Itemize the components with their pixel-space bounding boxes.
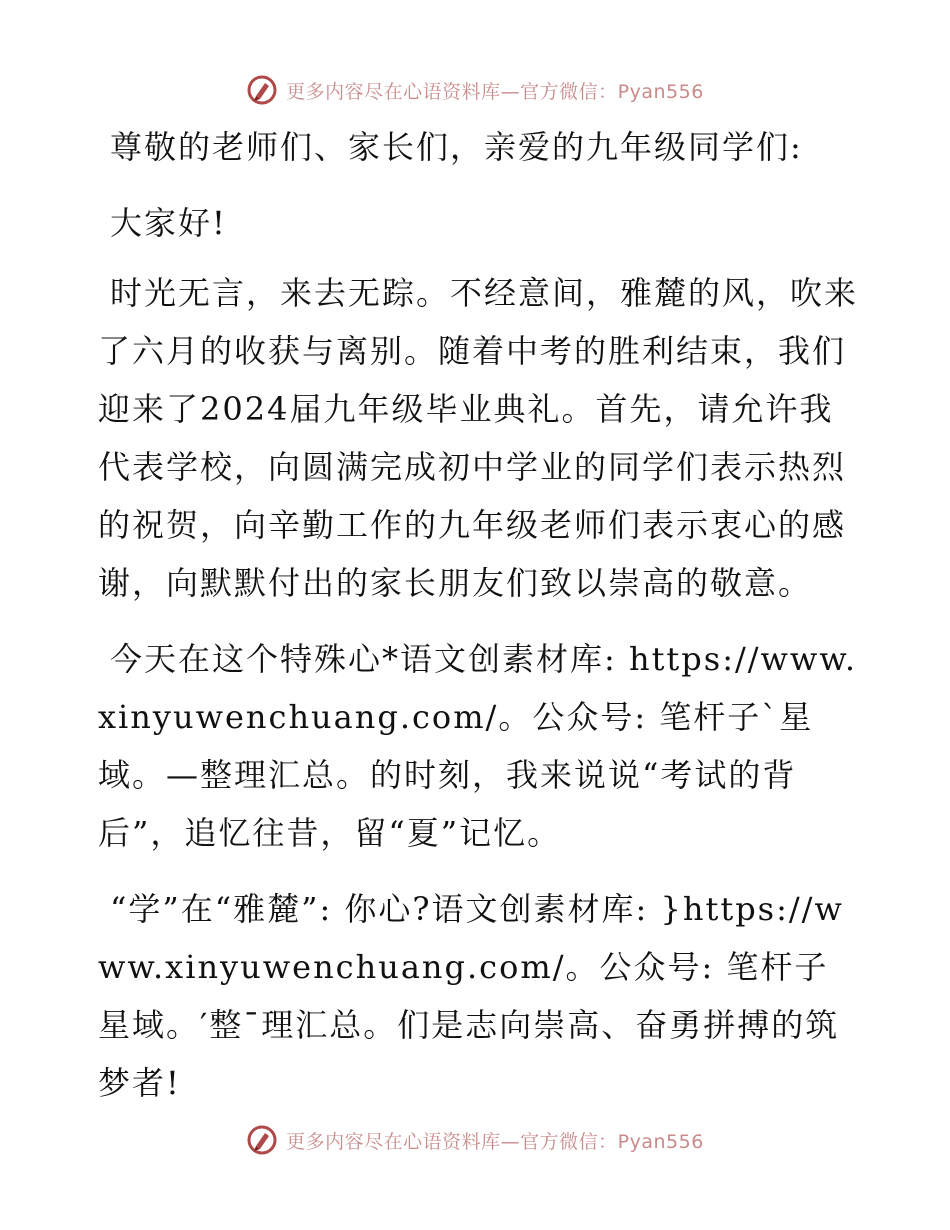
- header-banner: [0, 70, 950, 110]
- pen-nib-circle-icon: [246, 74, 278, 106]
- salutation: 尊敬的老师们、家长们，亲爱的九年级同学们:: [110, 128, 803, 166]
- footer-banner: [0, 1120, 950, 1160]
- banner-text: 更多内容尽在心语资料库—官方微信：Pyan556: [286, 1130, 704, 1153]
- paragraph-opening: 时光无言，来去无踪。不经意间，雅麓的风，吹来了六月的收获与离别。随着中考的胜利结束，我们迎来了2024届九年级毕业典礼。首先，请允许我代表学校，向圆满完成初中学业的同学们表示热烈的祝贺，向辛勤工作的九年级老师们表示衷心的感谢，向默默付出的家长朋友们致以崇高的敬意。: [98, 274, 859, 602]
- paragraph-study: “学”在“雅麓”: 你心?语文创素材库: }https://www.xinyuwenchuang.com/。公众号: 笔杆子星域。′整¯理汇总。们是志向崇高、奋勇拼搏的筑梦者!: [98, 890, 844, 1102]
- document-body: [98, 118, 858, 1130]
- pen-nib-circle-icon: [246, 1124, 278, 1156]
- greeting: 大家好!: [110, 204, 227, 242]
- banner-text: 更多内容尽在心语资料库—官方微信：Pyan556: [286, 80, 704, 103]
- paragraph-today: 今天在这个特殊心*语文创素材库: https://www.xinyuwenchuang.com/。公众号: 笔杆子`星域。—整理汇总。的时刻，我来说说“考试的背后”，追忆往昔，留“夏”记忆。: [98, 640, 858, 852]
